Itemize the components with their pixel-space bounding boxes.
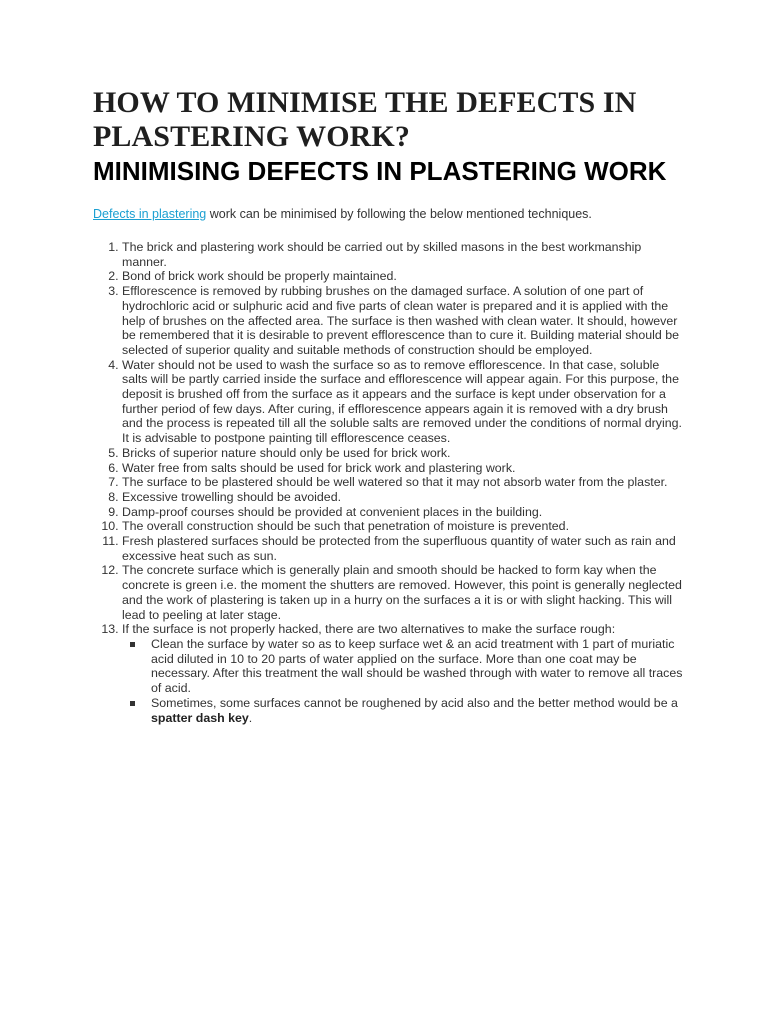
techniques-list: [93, 240, 683, 725]
defects-in-plastering-link[interactable]: Defects in plastering: [93, 207, 207, 221]
intro-text: work can be minimised by following the below mentioned techniques.: [206, 207, 592, 221]
sub-item-text: Sometimes, some surfaces cannot be roughened by acid also and the better method would be a: [151, 695, 678, 710]
list-item: 5. Bricks of superior nature should only be used for brick work.: [122, 446, 683, 461]
list-item: 11. Fresh plastered surfaces should be protected from the superfluous quantity of water such as rain and excessive heat such as sun.: [122, 534, 683, 563]
list-item-13: [122, 622, 683, 725]
document-title: HOW TO MINIMISE THE DEFECTS IN PLASTERING WORK?: [93, 86, 637, 153]
list-item: 7. The surface to be plastered should be well watered so that it may not absorb water from the plaster.: [122, 475, 683, 490]
sub-list-item: [151, 696, 683, 725]
document-subtitle: MINIMISING DEFECTS IN PLASTERING WORK: [93, 156, 667, 186]
sub-item-period: .: [248, 710, 253, 725]
roughening-alternatives-list: [122, 637, 683, 725]
document-page: [93, 86, 683, 725]
list-item: 12. The concrete surface which is generally plain and smooth should be hacked to form kay when the concrete is green i.e. the moment the shutters are removed. However, this point is generally neglected and the work of plastering is taken up in a hurry on the surfaces a it is or with slight hacking. This will lead to peeling at later stage.: [122, 563, 683, 622]
list-item: 6. Water free from salts should be used for brick work and plastering work.: [122, 461, 683, 476]
sub-list-item: Clean the surface by water so as to keep surface wet & an acid treatment with 1 part of muriatic acid diluted in 10 to 20 parts of water applied on the surface. More than one coat may be necessary. After this treatment the wall should be washed through with water to remove all traces of acid.: [151, 636, 683, 696]
list-item: 1. The brick and plastering work should be carried out by skilled masons in the best workmanship manner.: [122, 240, 683, 269]
list-item: 2. Bond of brick work should be properly maintained.: [122, 269, 683, 284]
list-item: 9. Damp-proof courses should be provided at convenient places in the building.: [122, 505, 683, 520]
list-item: 8. Excessive trowelling should be avoided.: [122, 490, 683, 505]
list-item: 3. Efflorescence is removed by rubbing brushes on the damaged surface. A solution of one part of hydrochloric acid or sulphuric acid and five parts of clean water is prepared and it is applied with the help of brushes on the affected area. The surface is then washed with clean water. It should, however be remembered that it is desirable to prevent efflorescence than to cure it. Building material should be selected of superior quality and suitable methods of construction should be employed.: [122, 284, 683, 358]
list-item-text: If the surface is not properly hacked, there are two alternatives to make the surface rough:: [122, 622, 616, 637]
list-item: 4. Water should not be used to wash the surface so as to remove efflorescence. In that case, soluble salts will be partly carried inside the surface and efflorescence will appear again. For this purpose, the deposit is brushed off from the surface as it appears and the surface is kept under observation for a further period of few days. After curing, if efflorescence appears again it is removed with a dry brush and the process is repeated till all the soluble salts are removed under the conditions of normal drying. It is advisable to postpone painting till efflorescence ceases.: [122, 358, 683, 446]
spatter-dash-key-term: spatter dash key: [151, 710, 249, 725]
intro-paragraph: [93, 207, 683, 222]
list-item: 10. The overall construction should be such that penetration of moisture is prevented.: [122, 519, 683, 534]
